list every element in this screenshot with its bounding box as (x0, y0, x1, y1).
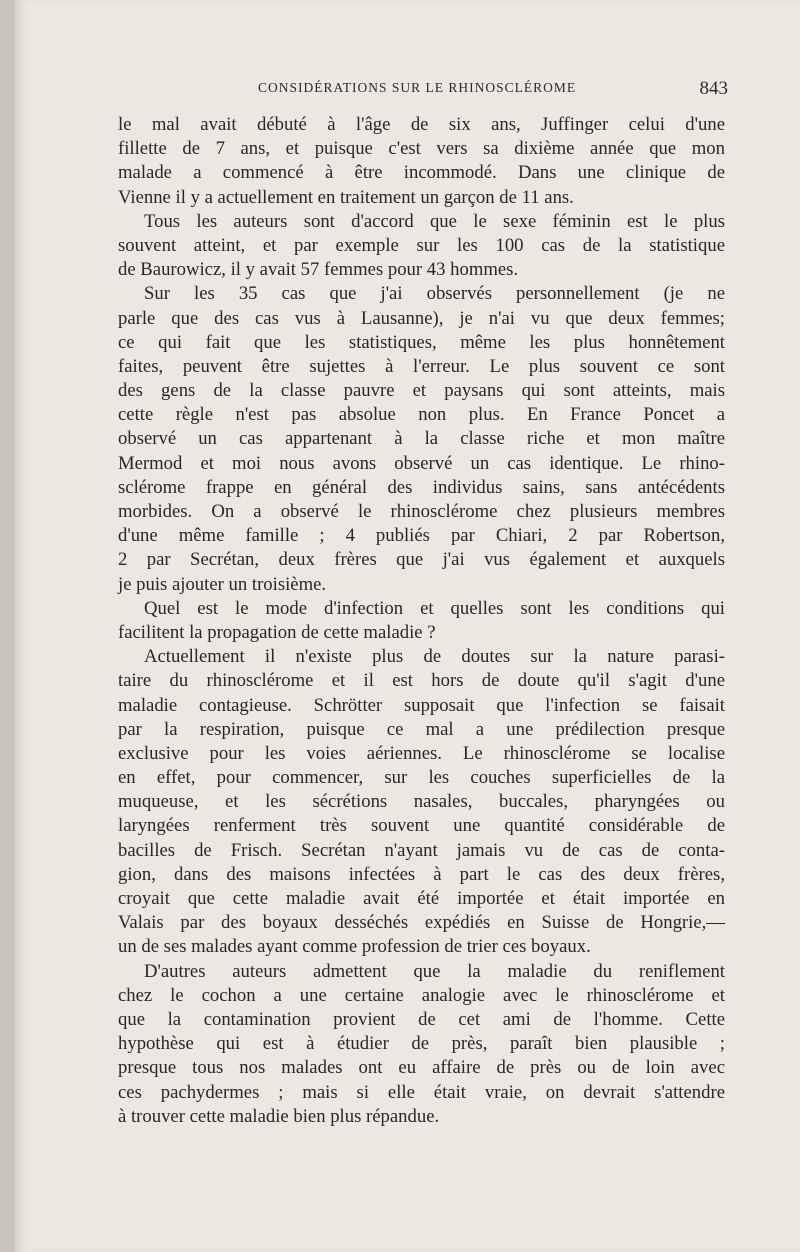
text-line: laryngées renferment très souvent une quantité considérable de (118, 815, 725, 837)
text-line: par la respiration, puisque ce mal a une prédilection presque (118, 718, 725, 740)
text-line: malade a commencé à être incommodé. Dans une clinique de (118, 162, 725, 184)
text-line: faites, peuvent être sujettes à l'erreur. Le plus souvent ce sont (118, 355, 725, 377)
text-line: Mermod et moi nous avons observé un cas identique. Le rhino- (118, 452, 725, 474)
text-line: sclérome frappe en général des individus sains, sans antécédents (118, 476, 725, 498)
text-line: Actuellement il n'existe plus de doutes sur la nature parasi- (144, 646, 725, 668)
text-line: presque tous nos malades ont eu affaire de près ou de loin avec (118, 1057, 725, 1079)
text-line: à trouver cette maladie bien plus répandue. (118, 1105, 440, 1127)
text-line: Vienne il y a actuellement en traitement un garçon de 11 ans. (118, 186, 574, 208)
text-line: d'une même famille ; 4 publiés par Chiari, 2 par Robertson, (118, 525, 725, 547)
text-line: taire du rhinosclérome et il est hors de doute qu'il s'agit d'une (118, 670, 725, 692)
text-line: facilitent la propagation de cette maladie ? (118, 621, 436, 643)
text-line: observé un cas appartenant à la classe riche et mon maître (118, 428, 725, 450)
running-title: CONSIDÉRATIONS SUR LE RHINOSCLÉROME (258, 80, 577, 95)
text-line: chez le cochon a une certaine analogie avec le rhinosclérome et (118, 984, 725, 1006)
text-line: Valais par des boyaux desséchés expédiés en Suisse de Hongrie,— (118, 912, 725, 934)
text-line: des gens de la classe pauvre et paysans qui sont atteints, mais (118, 380, 725, 402)
text-line: un de ses malades ayant comme profession de trier ces boyaux. (118, 936, 591, 958)
page-edge-shadow (0, 0, 14, 1252)
text-line: je puis ajouter un troisième. (118, 573, 327, 595)
text-line: bacilles de Frisch. Secrétan n'ayant jamais vu de cas de conta- (118, 839, 725, 861)
text-line: de Baurowicz, il y avait 57 femmes pour 43 hommes. (118, 259, 519, 281)
text-line: hypothèse qui est à étudier de près, paraît bien plausible ; (118, 1033, 725, 1055)
text-line: ce qui fait que les statistiques, même les plus honnêtement (118, 331, 725, 353)
text-line: en effet, pour commencer, sur les couches superficielles de la (118, 767, 725, 789)
text-line: que la contamination provient de cet ami de l'homme. Cette (118, 1008, 725, 1030)
text-line: parle que des cas vus à Lausanne), je n'ai vu que deux femmes; (118, 307, 725, 329)
text-line: muqueuse, et les sécrétions nasales, buccales, pharyngées ou (118, 791, 725, 813)
text-line: souvent atteint, et par exemple sur les 100 cas de la statistique (118, 234, 725, 256)
body-text (118, 113, 725, 1129)
text-line: gion, dans des maisons infectées à part le cas des deux frères, (118, 863, 725, 885)
text-line: Tous les auteurs sont d'accord que le sexe féminin est le plus (144, 210, 725, 232)
page-header (118, 78, 728, 102)
text-line: croyait que cette maladie avait été importée et était importée en (118, 888, 725, 909)
text-line: maladie contagieuse. Schrötter supposait que l'infection se faisait (118, 694, 725, 716)
text-line: exclusive pour les voies aériennes. Le rhinosclérome se localise (118, 742, 725, 764)
text-line: Sur les 35 cas que j'ai observés personnellement (je ne (144, 283, 725, 305)
text-line: Quel est le mode d'infection et quelles sont les conditions qui (144, 597, 725, 619)
text-line: morbides. On a observé le rhinosclérome chez plusieurs membres (118, 501, 725, 522)
text-line: D'autres auteurs admettent que la maladie du reniflement (144, 960, 725, 982)
text-line: 2 par Secrétan, deux frères que j'ai vus également et auxquels (118, 549, 725, 571)
text-line: le mal avait débuté à l'âge de six ans, Juffinger celui d'une (118, 114, 725, 135)
text-line: ces pachydermes ; mais si elle était vraie, on devrait s'attendre (118, 1081, 725, 1103)
text-line: fillette de 7 ans, et puisque c'est vers sa dixième année que mon (118, 138, 725, 160)
text-line: cette règle n'est pas absolue non plus. En France Poncet a (118, 404, 725, 426)
page-number: 843 (699, 78, 728, 99)
